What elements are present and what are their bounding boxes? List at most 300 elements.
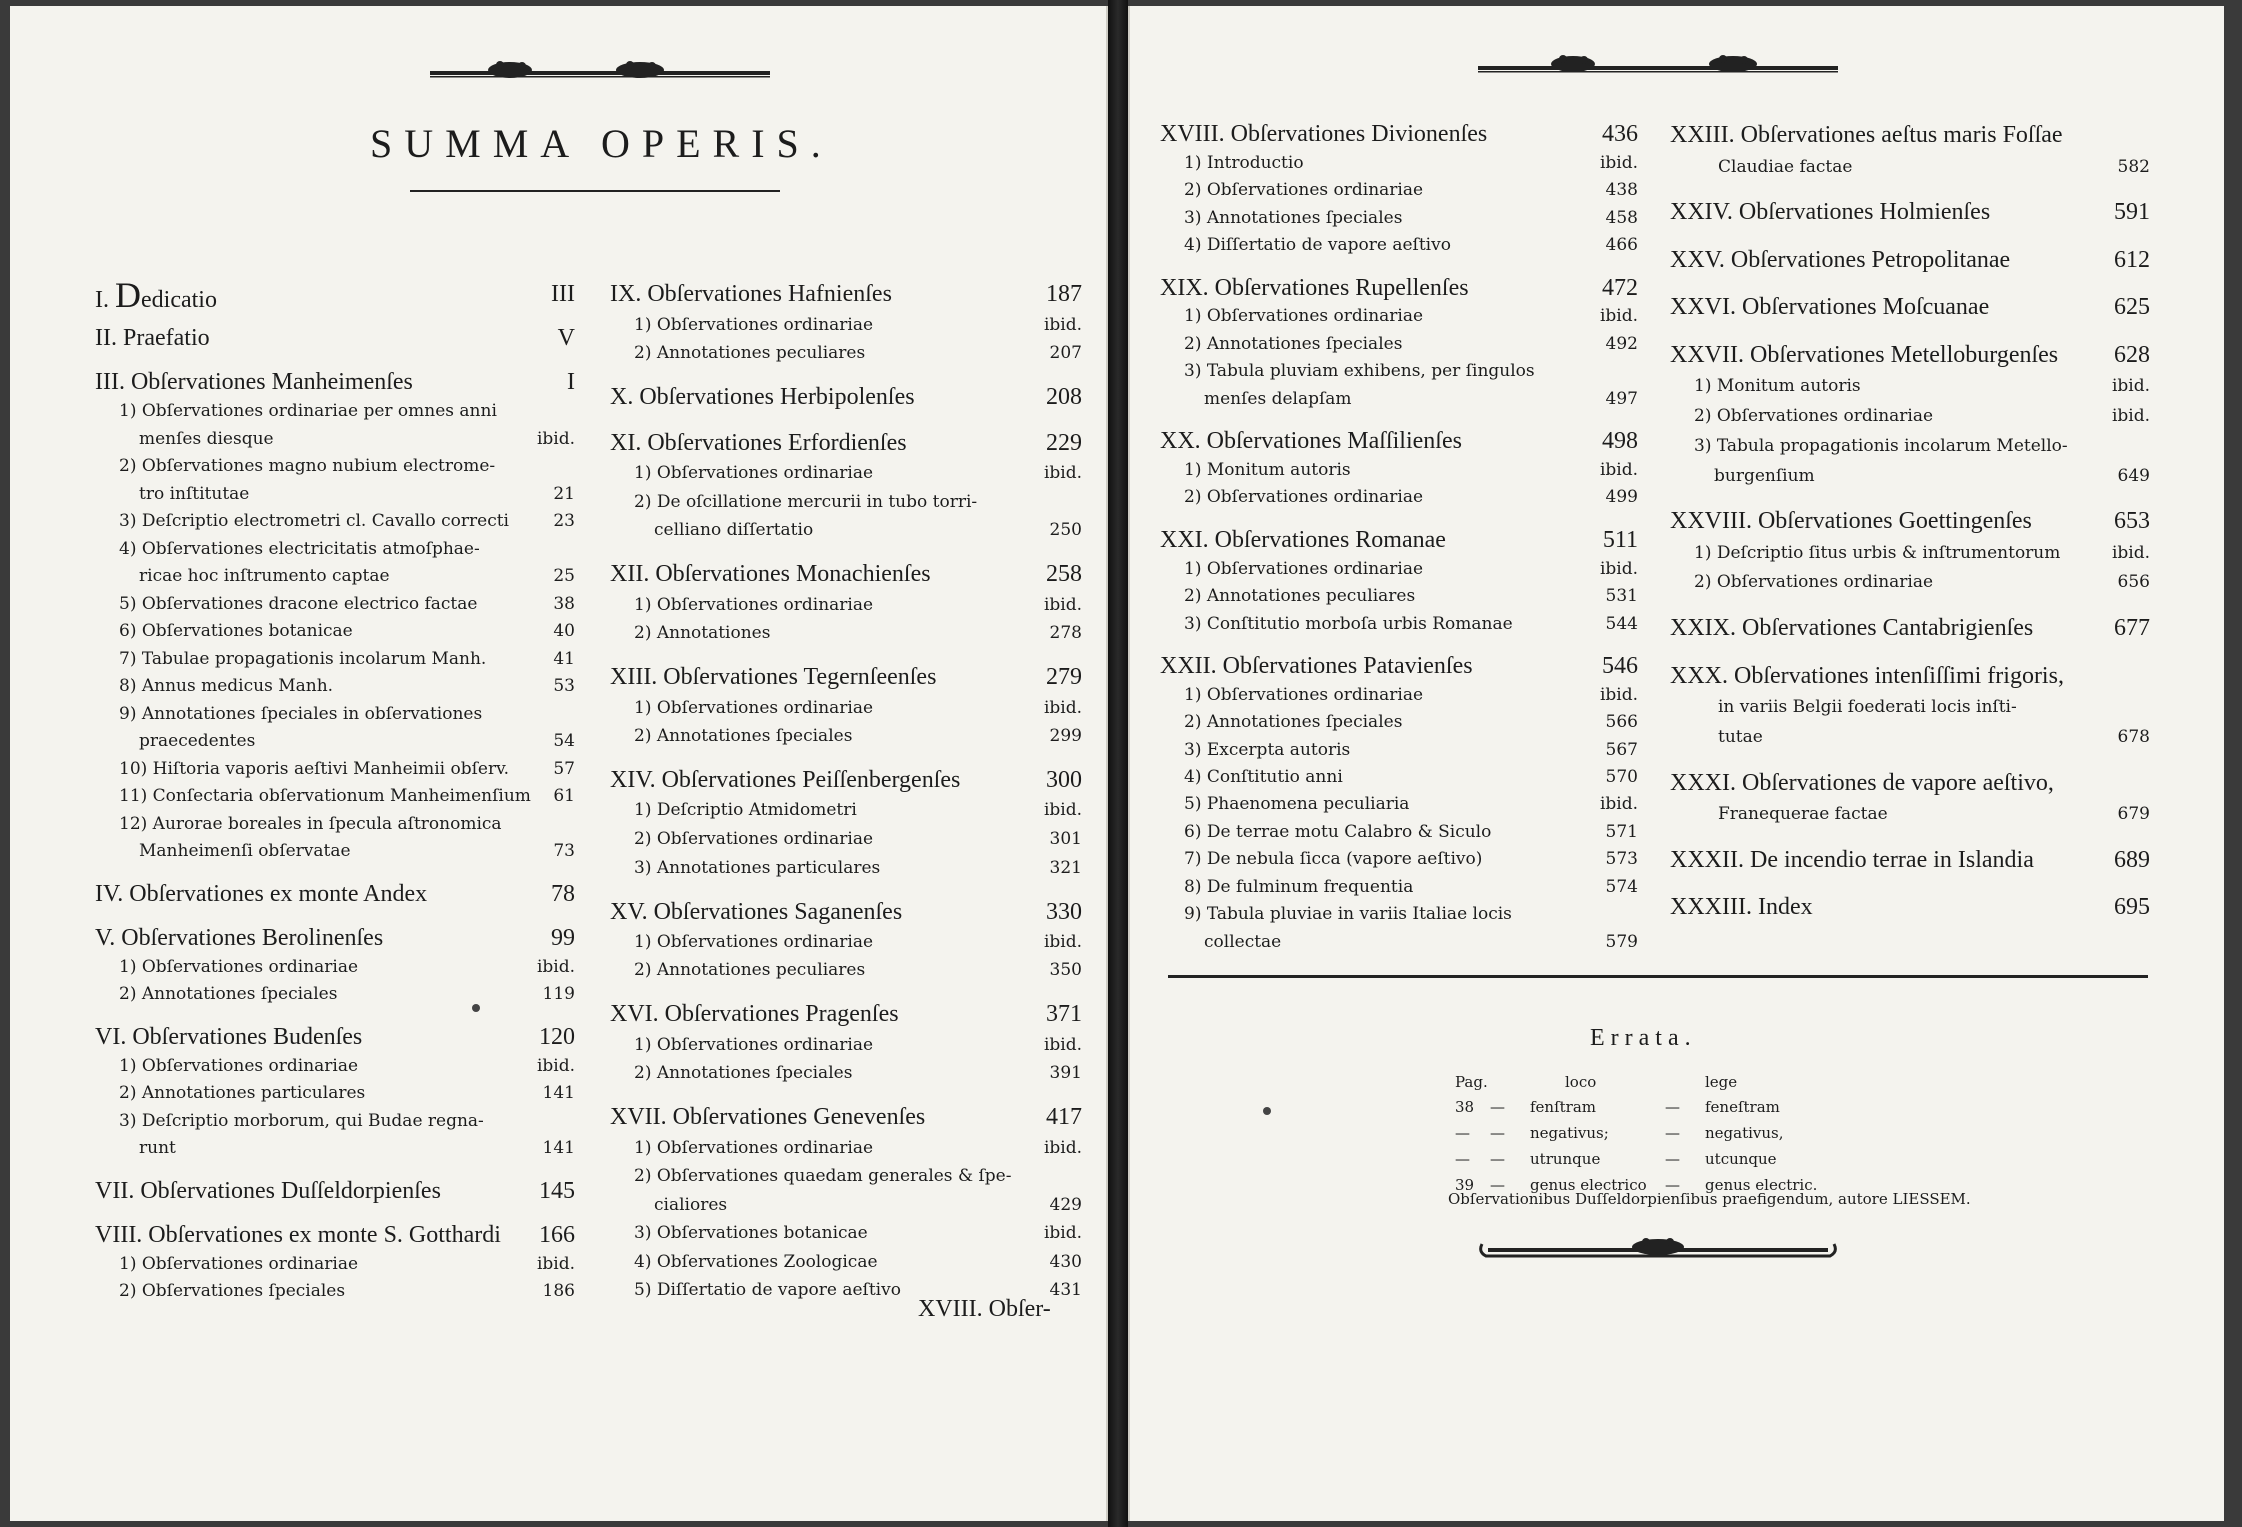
toc-page-number: 438 bbox=[1605, 180, 1638, 201]
toc-entry-text: 7) De nebula ſicca (vapore aeſtivo) bbox=[1184, 849, 1483, 870]
toc-page-number: 574 bbox=[1605, 876, 1638, 897]
toc-entry-text: XXX. Obſervationes intenſiſſimi frigoris, bbox=[1670, 662, 2064, 689]
toc-page-number: 250 bbox=[1049, 520, 1082, 541]
errata-cell: genus electrico bbox=[1530, 1176, 1647, 1194]
toc-subentry bbox=[95, 622, 575, 650]
toc-entry-text: 8) Annus medicus Manh. bbox=[119, 676, 334, 697]
toc-subentry bbox=[610, 699, 1082, 728]
toc-entry-text: XXXI. Obſervationes de vapore aeſtivo, bbox=[1670, 769, 2054, 796]
toc-subentry bbox=[95, 958, 575, 986]
toc-subentry bbox=[610, 1196, 1082, 1225]
toc-subentry bbox=[610, 596, 1082, 625]
toc-page-number: 429 bbox=[1049, 1194, 1082, 1215]
toc-entry-text: 2) Annotationes ſpeciales bbox=[1184, 333, 1403, 354]
toc-entry-text: 2) Obſervationes ordinariae bbox=[634, 829, 874, 849]
toc-subentry bbox=[1160, 154, 1638, 181]
toc-subentry bbox=[95, 842, 575, 870]
toc-page-number: 417 bbox=[1046, 1104, 1082, 1131]
toc-entry-text: XXI. Obſervationes Romanae bbox=[1160, 526, 1446, 553]
toc-subentry bbox=[95, 1057, 575, 1085]
toc-page-number: 656 bbox=[2117, 572, 2150, 593]
toc-entry-text: 1) Obſervationes ordinariae bbox=[119, 956, 359, 977]
toc-subentry bbox=[610, 521, 1082, 550]
title-rule bbox=[410, 190, 780, 192]
toc-page-number: 499 bbox=[1605, 487, 1638, 508]
toc-page-number: ibid. bbox=[536, 956, 575, 977]
errata-header: loco bbox=[1565, 1073, 1597, 1091]
toc-entry-text: 2) Annotationes ſpeciales bbox=[634, 1063, 853, 1084]
toc-subentry bbox=[610, 830, 1082, 859]
toc-page-number: 57 bbox=[553, 758, 575, 779]
toc-entry-text: 3) Deſcriptio morborum, qui Budae regna- bbox=[119, 1110, 484, 1131]
toc-entry-text: 1) Obſervationes ordinariae per omnes anni bbox=[119, 401, 497, 422]
toc-page-number: 436 bbox=[1602, 120, 1638, 147]
toc-entry-text: 4) Diſſertatio de vapore aeſtivo bbox=[1184, 235, 1451, 256]
toc-subentry bbox=[95, 677, 575, 705]
toc-subentry bbox=[610, 859, 1082, 888]
toc-subentry bbox=[610, 801, 1082, 830]
toc-section bbox=[1670, 294, 2150, 342]
toc-right-col2 bbox=[1670, 110, 2150, 930]
toc-entry-text: 1) Monitum autoris bbox=[1184, 459, 1351, 480]
toc-subentry bbox=[1160, 615, 1638, 642]
toc-page-number: ibid. bbox=[536, 428, 575, 449]
toc-entry-text: 12) Aurorae boreales in ſpecula aſtronomica bbox=[119, 813, 502, 834]
toc-entry-text: 1) Obſervationes ordinariae bbox=[634, 1034, 874, 1055]
toc-entry-text: 1) Obſervationes ordinariae bbox=[1184, 558, 1424, 579]
toc-entry-text: 1) Obſervationes ordinariae bbox=[634, 463, 874, 484]
toc-page-number: ibid. bbox=[1043, 1034, 1082, 1055]
toc-subentry bbox=[610, 464, 1082, 493]
toc-subentry bbox=[1160, 390, 1638, 417]
toc-entry-text: menſes delapſam bbox=[1204, 388, 1352, 409]
toc-page-number: 21 bbox=[553, 483, 575, 504]
toc-subentry bbox=[1160, 307, 1638, 334]
toc-entry-text: XXIV. Obſervationes Holmienſes bbox=[1670, 199, 1991, 226]
toc-subentry bbox=[95, 1139, 575, 1167]
toc-subentry bbox=[1670, 728, 2150, 758]
toc-subentry bbox=[1160, 878, 1638, 905]
toc-entry-text: 1) Introductio bbox=[1184, 152, 1304, 173]
toc-subentry bbox=[1670, 805, 2150, 835]
ink-speck bbox=[1263, 1107, 1271, 1115]
toc-entry-text: XIII. Obſervationes Tegernſeenſes bbox=[610, 664, 937, 691]
toc-subentry bbox=[1670, 573, 2150, 603]
toc-entry-text: 2) Obſervationes ordinariae bbox=[1694, 406, 1934, 427]
toc-page-number: 544 bbox=[1605, 613, 1638, 634]
toc-page-number: 579 bbox=[1605, 931, 1638, 952]
toc-entry-text: 6) Obſervationes botanicae bbox=[119, 621, 353, 642]
errata-note: Obſervationibus Duſſeldorpienſibus praefigendum, autore LIESSEM. bbox=[1448, 1190, 1971, 1208]
toc-page-number: 350 bbox=[1049, 960, 1082, 981]
toc-page-number: ibid. bbox=[1599, 152, 1638, 173]
toc-subentry bbox=[1160, 905, 1638, 932]
toc-entry-text: 2) Annotationes peculiares bbox=[1184, 586, 1416, 607]
toc-page-number: 330 bbox=[1046, 898, 1082, 925]
errata-cell: feneſtram bbox=[1705, 1098, 1780, 1116]
toc-entry-text: 2) Obſervationes ſpeciales bbox=[119, 1281, 346, 1302]
toc-page-number: 625 bbox=[2114, 294, 2150, 321]
toc-entry-text: 3) Annotationes ſpeciales bbox=[1184, 207, 1403, 228]
toc-subentry bbox=[1670, 158, 2150, 188]
errata-cell: — bbox=[1665, 1176, 1680, 1194]
toc-subentry bbox=[95, 540, 575, 568]
toc-page-number: ibid. bbox=[1599, 306, 1638, 327]
toc-entry-text: 11) Conſectaria obſervationum Manheimenſium bbox=[119, 786, 531, 807]
toc-subentry bbox=[1670, 698, 2150, 728]
toc-entry-text: tro inſtitutae bbox=[139, 483, 250, 504]
toc-page-number: V bbox=[557, 325, 575, 352]
toc-subentry bbox=[610, 624, 1082, 653]
toc-entry-text: XI. Obſervationes Erfordienſes bbox=[610, 430, 907, 456]
toc-subentry bbox=[95, 1084, 575, 1112]
toc-entry-text: XXVI. Obſervationes Moſcuanae bbox=[1670, 294, 1990, 321]
toc-page-number: 628 bbox=[2114, 341, 2150, 368]
toc-subentry bbox=[1670, 407, 2150, 437]
errata-cell: — bbox=[1455, 1124, 1470, 1142]
toc-page-number: 99 bbox=[551, 924, 575, 951]
toc-page-number: 38 bbox=[553, 593, 575, 614]
toc-entry-text: VIII. Obſervationes ex monte S. Gotthardi bbox=[95, 1221, 501, 1248]
toc-entry-text: menſes diesque bbox=[139, 428, 274, 449]
toc-subentry bbox=[1670, 437, 2150, 467]
toc-page-number: 371 bbox=[1046, 1001, 1082, 1028]
toc-page-number: 458 bbox=[1605, 207, 1638, 228]
section-rule bbox=[1168, 975, 2148, 978]
errata-cell: utrunque bbox=[1530, 1150, 1601, 1168]
toc-page-number: 141 bbox=[542, 1083, 575, 1104]
toc-subentry bbox=[1160, 461, 1638, 488]
toc-subentry bbox=[610, 933, 1082, 962]
toc-page-number: 299 bbox=[1049, 726, 1082, 747]
toc-subentry bbox=[95, 595, 575, 623]
toc-page-number: 567 bbox=[1605, 739, 1638, 760]
toc-page-number: ibid. bbox=[536, 1253, 575, 1274]
toc-subentry bbox=[610, 961, 1082, 990]
toc-right-col1 bbox=[1160, 110, 1638, 960]
toc-subentry bbox=[95, 705, 575, 733]
toc-entry-text: 9) Annotationes ſpeciales in obſervationes bbox=[119, 703, 483, 724]
toc-entry-text: 4) Obſervationes Zoologicae bbox=[634, 1251, 878, 1272]
toc-page-number: 612 bbox=[2114, 246, 2150, 273]
toc-subentry bbox=[1160, 209, 1638, 236]
toc-page-number: ibid. bbox=[2111, 542, 2150, 563]
toc-subentry bbox=[1160, 795, 1638, 822]
toc-page-number: 73 bbox=[553, 841, 575, 862]
toc-entry-text: 1) Deſcriptio Atmidometri bbox=[634, 800, 857, 821]
toc-entry-text: 2) Obſervationes ordinariae bbox=[1184, 180, 1424, 201]
errata-cell: — bbox=[1665, 1098, 1680, 1116]
toc-entry-text: XVI. Obſervationes Pragenſes bbox=[610, 1001, 899, 1028]
errata-cell: negativus, bbox=[1705, 1124, 1784, 1142]
toc-page-number: 497 bbox=[1605, 388, 1638, 409]
toc-page-number: 208 bbox=[1046, 384, 1082, 411]
toc-entry-text: VII. Obſervationes Duſſeldorpienſes bbox=[95, 1177, 441, 1204]
toc-entry-text: ricae hoc inſtrumento captae bbox=[139, 566, 390, 587]
toc-page-number: 279 bbox=[1046, 664, 1082, 691]
errata-cell: genus electric. bbox=[1705, 1176, 1818, 1194]
errata-header: Pag. bbox=[1455, 1073, 1488, 1091]
toc-page-number: ibid. bbox=[2111, 406, 2150, 427]
toc-entry-text: 9) Tabula pluviae in variis Italiae locis bbox=[1184, 904, 1512, 925]
toc-page-number: 689 bbox=[2114, 846, 2150, 873]
toc-entry-text: 2) Annotationes ſpeciales bbox=[1184, 712, 1403, 733]
toc-section bbox=[1670, 847, 2150, 895]
toc-entry-text: tutae bbox=[1718, 726, 1763, 747]
errata-cell: — bbox=[1490, 1176, 1505, 1194]
toc-subentry bbox=[95, 650, 575, 678]
toc-section bbox=[95, 325, 575, 369]
toc-entry-text: XIV. Obſervationes Peiſſenbergenſes bbox=[610, 767, 961, 794]
errata-cell: — bbox=[1490, 1150, 1505, 1168]
toc-subentry bbox=[95, 567, 575, 595]
toc-subentry bbox=[1670, 377, 2150, 407]
toc-entry-text: 1) Obſervationes ordinariae bbox=[634, 314, 874, 335]
toc-entry-text: 3) Deſcriptio electrometri cl. Cavallo correcti bbox=[119, 511, 509, 532]
toc-page-number: 258 bbox=[1046, 561, 1082, 588]
toc-subentry bbox=[1160, 686, 1638, 713]
toc-section bbox=[1670, 199, 2150, 247]
toc-subentry bbox=[1160, 488, 1638, 515]
toc-page-number: 573 bbox=[1605, 849, 1638, 870]
toc-entry-text: XX. Obſervationes Maſſilienſes bbox=[1160, 428, 1462, 455]
toc-entry-text: 8) De fulminum frequentia bbox=[1184, 876, 1414, 897]
toc-subentry bbox=[1160, 933, 1638, 960]
toc-subentry bbox=[610, 316, 1082, 345]
toc-subentry bbox=[1160, 236, 1638, 263]
toc-subentry bbox=[95, 732, 575, 760]
toc-entry-text: X. Obſervationes Herbipolenſes bbox=[610, 384, 915, 411]
toc-subentry bbox=[610, 493, 1082, 522]
toc-page-number: 229 bbox=[1046, 430, 1082, 456]
toc-page-number: ibid. bbox=[1599, 459, 1638, 480]
toc-page-number: 498 bbox=[1602, 428, 1638, 455]
toc-page-number: 141 bbox=[542, 1138, 575, 1159]
toc-entry-text: runt bbox=[139, 1138, 176, 1159]
toc-section bbox=[95, 1178, 575, 1222]
toc-page-number: 591 bbox=[2114, 199, 2150, 226]
toc-page-number: 391 bbox=[1049, 1063, 1082, 1084]
toc-subentry bbox=[1160, 587, 1638, 614]
toc-entry-text: 5) Phaenomena peculiaria bbox=[1184, 794, 1410, 815]
toc-entry-text: II. Praefatio bbox=[95, 325, 210, 352]
toc-page-number: ibid. bbox=[1599, 794, 1638, 815]
toc-subentry bbox=[1670, 544, 2150, 574]
errata-cell: 38 bbox=[1455, 1098, 1475, 1116]
toc-left-col2 bbox=[610, 270, 1082, 1310]
errata-cell: — bbox=[1490, 1098, 1505, 1116]
toc-subentry bbox=[1160, 181, 1638, 208]
toc-entry-text: XXXII. De incendio terrae in Islandia bbox=[1670, 846, 2034, 873]
toc-page-number: 23 bbox=[553, 511, 575, 532]
toc-entry-text: 1) Obſervationes ordinariae bbox=[634, 1137, 874, 1158]
toc-entry-text: 6) De terrae motu Calabro & Siculo bbox=[1184, 821, 1492, 842]
toc-subentry bbox=[610, 1064, 1082, 1093]
toc-page-number: 492 bbox=[1605, 333, 1638, 354]
toc-entry-text: VI. Obſervationes Budenſes bbox=[95, 1023, 363, 1050]
toc-page-number: 119 bbox=[542, 984, 575, 1005]
toc-subentry bbox=[610, 1139, 1082, 1168]
toc-entry-text: 2) Obſervationes magno nubium electrome- bbox=[119, 456, 496, 477]
toc-page-number: 25 bbox=[553, 566, 575, 587]
toc-subentry bbox=[95, 787, 575, 815]
toc-page-number: 78 bbox=[551, 880, 575, 907]
catchword: XVIII. Obſer- bbox=[918, 1296, 1051, 1322]
toc-entry-text: 3) Conſtitutio morboſa urbis Romanae bbox=[1184, 613, 1513, 634]
toc-page-number: ibid. bbox=[1043, 1223, 1082, 1244]
toc-page-number: I bbox=[567, 369, 575, 396]
toc-subentry bbox=[95, 457, 575, 485]
toc-page-number: 431 bbox=[1049, 1280, 1082, 1301]
toc-entry-text: XXV. Obſervationes Petropolitanae bbox=[1670, 246, 2011, 273]
toc-page-number: 41 bbox=[553, 648, 575, 669]
toc-page-number: 321 bbox=[1049, 857, 1082, 878]
toc-page-number: 187 bbox=[1046, 281, 1082, 308]
toc-entry-text: XII. Obſervationes Monachienſes bbox=[610, 561, 931, 588]
ornament-bottom-right bbox=[1478, 1238, 1838, 1264]
toc-subentry bbox=[610, 727, 1082, 756]
toc-section bbox=[610, 384, 1082, 430]
toc-entry-text: 2) Obſervationes quaedam generales & ſpe- bbox=[634, 1166, 1012, 1187]
toc-subentry bbox=[95, 402, 575, 430]
toc-entry-text: 1) Obſervationes ordinariae bbox=[119, 1055, 359, 1076]
toc-subentry bbox=[1160, 362, 1638, 389]
toc-page-number: 54 bbox=[553, 731, 575, 752]
toc-entry-text: IX. Obſervationes Hafnienſes bbox=[610, 281, 892, 308]
toc-entry-text: 2) Obſervationes ordinariae bbox=[1694, 572, 1934, 593]
toc-entry-text: 3) Excerpta autoris bbox=[1184, 739, 1351, 760]
toc-entry-text: V. Obſervationes Berolinenſes bbox=[95, 924, 384, 951]
toc-entry-text: I. Dedicatio bbox=[95, 275, 217, 315]
toc-entry-text: collectae bbox=[1204, 931, 1282, 952]
toc-page-number: 53 bbox=[553, 676, 575, 697]
toc-page-number: 186 bbox=[542, 1281, 575, 1302]
toc-entry-text: 3) Tabula pluviam exhibens, per ſingulos bbox=[1184, 361, 1535, 382]
toc-entry-text: 2) Annotationes peculiares bbox=[634, 960, 866, 981]
toc-subentry bbox=[610, 344, 1082, 373]
toc-entry-text: 1) Obſervationes ordinariae bbox=[1184, 306, 1424, 327]
toc-entry-text: 2) Annotationes bbox=[634, 623, 771, 644]
toc-page-number: 145 bbox=[539, 1177, 575, 1204]
toc-entry-text: XXII. Obſervationes Patavienſes bbox=[1160, 652, 1473, 679]
toc-entry-text: 3) Annotationes particulares bbox=[634, 857, 881, 878]
toc-entry-text: burgenſium bbox=[1714, 465, 1815, 486]
toc-entry-text: Manheimenſi obſervatae bbox=[139, 841, 351, 862]
toc-page-number: 301 bbox=[1049, 829, 1082, 849]
toc-subentry bbox=[1160, 823, 1638, 850]
toc-entry-text: XXIII. Obſervationes aeſtus maris Foſſae bbox=[1670, 121, 2063, 148]
toc-entry-text: XIX. Obſervationes Rupellenſes bbox=[1160, 274, 1469, 301]
toc-entry-text: III. Obſervationes Manheimenſes bbox=[95, 369, 413, 396]
toc-page-number: ibid. bbox=[1043, 800, 1082, 821]
toc-page-number: 40 bbox=[553, 621, 575, 642]
toc-page-number: 511 bbox=[1602, 526, 1638, 553]
toc-entry-text: XV. Obſervationes Saganenſes bbox=[610, 898, 903, 925]
errata-cell: 39 bbox=[1455, 1176, 1475, 1194]
toc-entry-text: 3) Obſervationes botanicae bbox=[634, 1223, 868, 1244]
toc-page-number: 61 bbox=[553, 786, 575, 807]
toc-page-number: 582 bbox=[2117, 156, 2150, 177]
toc-subentry bbox=[95, 512, 575, 540]
toc-page-number: 472 bbox=[1602, 274, 1638, 301]
toc-entry-text: Franequerae factae bbox=[1718, 804, 1888, 825]
toc-page-number: 120 bbox=[539, 1023, 575, 1050]
toc-entry-text: 7) Tabulae propagationis incolarum Manh. bbox=[119, 648, 487, 669]
toc-page-number: ibid. bbox=[1599, 684, 1638, 705]
toc-entry-text: 2) Obſervationes ordinariae bbox=[1184, 487, 1424, 508]
toc-page-number: ibid. bbox=[1043, 314, 1082, 335]
toc-page-number: ibid. bbox=[1043, 594, 1082, 615]
toc-subentry bbox=[1160, 850, 1638, 877]
toc-entry-text: 2) Annotationes ſpeciales bbox=[634, 726, 853, 747]
ink-speck bbox=[472, 1004, 480, 1012]
toc-entry-text: 2) Annotationes ſpeciales bbox=[119, 984, 338, 1005]
toc-page-number: 570 bbox=[1605, 767, 1638, 788]
toc-entry-text: 1) Monitum autoris bbox=[1694, 376, 1861, 397]
errata-cell: — bbox=[1665, 1150, 1680, 1168]
toc-subentry bbox=[95, 985, 575, 1013]
toc-page-number: 166 bbox=[539, 1221, 575, 1248]
errata-cell: fenſtram bbox=[1530, 1098, 1597, 1116]
toc-page-number: ibid. bbox=[536, 1055, 575, 1076]
errata-title: Errata. bbox=[1590, 1025, 1697, 1051]
book-gutter bbox=[1108, 0, 1128, 1527]
toc-subentry bbox=[95, 1255, 575, 1283]
errata-header: lege bbox=[1705, 1073, 1738, 1091]
toc-page-number: 649 bbox=[2117, 465, 2150, 486]
toc-page-number: 571 bbox=[1605, 821, 1638, 842]
toc-page-number: ibid. bbox=[2111, 376, 2150, 397]
toc-page-number: 679 bbox=[2117, 804, 2150, 825]
toc-page-number: 695 bbox=[2114, 894, 2150, 921]
toc-page-number: 207 bbox=[1049, 343, 1082, 364]
ornament-top-left bbox=[430, 60, 770, 86]
toc-section bbox=[95, 275, 575, 325]
toc-page-number: 678 bbox=[2117, 726, 2150, 747]
toc-subentry bbox=[1160, 560, 1638, 587]
toc-subentry bbox=[1160, 741, 1638, 768]
toc-subentry bbox=[95, 760, 575, 788]
toc-page-number: 278 bbox=[1049, 623, 1082, 644]
toc-entry-text: 1) Deſcriptio ſitus urbis & inſtrumentorum bbox=[1694, 542, 2061, 563]
toc-page-number: 546 bbox=[1602, 652, 1638, 679]
toc-entry-text: 2) De oſcillatione mercurii in tubo torri- bbox=[634, 491, 978, 512]
toc-entry-text: 1) Obſervationes ordinariae bbox=[634, 931, 874, 952]
toc-subentry bbox=[1160, 713, 1638, 740]
toc-entry-text: 5) Diſſertatio de vapore aeſtivo bbox=[634, 1280, 901, 1301]
toc-subentry bbox=[95, 1282, 575, 1310]
toc-subentry bbox=[95, 485, 575, 513]
toc-section bbox=[1670, 247, 2150, 295]
toc-entry-text: 2) Annotationes peculiares bbox=[634, 343, 866, 364]
toc-entry-text: celliano diſſertatio bbox=[654, 520, 814, 541]
toc-entry-text: 10) Hiſtoria vaporis aeſtivi Manheimii obſerv. bbox=[119, 758, 510, 779]
errata-cell: utcunque bbox=[1705, 1150, 1777, 1168]
toc-entry-text: 4) Conſtitutio anni bbox=[1184, 767, 1343, 788]
toc-section bbox=[1670, 615, 2150, 663]
toc-page-number: 531 bbox=[1605, 586, 1638, 607]
toc-entry-text: 5) Obſervationes dracone electrico factae bbox=[119, 593, 478, 614]
toc-entry-text: 2) Annotationes particulares bbox=[119, 1083, 366, 1104]
errata-cell: — bbox=[1665, 1124, 1680, 1142]
toc-subentry bbox=[95, 815, 575, 843]
toc-entry-text: cialiores bbox=[654, 1194, 728, 1215]
toc-entry-text: 3) Tabula propagationis incolarum Metello- bbox=[1694, 435, 2068, 456]
toc-page-number: ibid. bbox=[1599, 558, 1638, 579]
toc-subentry bbox=[610, 1224, 1082, 1253]
toc-page-number: ibid. bbox=[1043, 1137, 1082, 1158]
toc-page-number: 300 bbox=[1046, 767, 1082, 794]
